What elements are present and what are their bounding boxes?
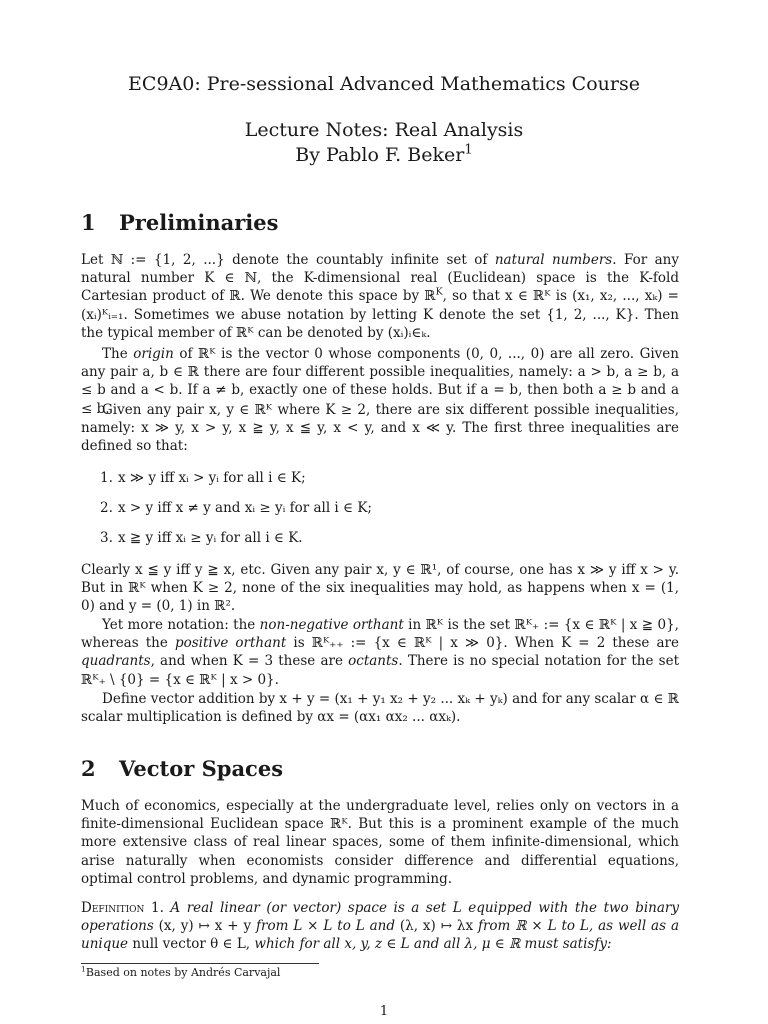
text-run: The: [102, 346, 134, 362]
text-run: null vector θ ∈ L,: [128, 936, 255, 953]
section-title: Vector Spaces: [119, 756, 284, 781]
section-title: Preliminaries: [119, 210, 279, 235]
footnote: [81, 966, 280, 979]
section-heading-preliminaries: [81, 210, 278, 235]
paragraph-economics: Much of economics, especially at the undergraduate level, relies only on vectors in a finite-dimensional Euclidean space ℝᴷ. But this is a prominent example of the much more extensive class of real linear spaces, some of them infinite-dimensional, which arise naturally when economists consider difference and differential equations, optimal control problems, and dynamic programming.: [81, 798, 679, 887]
emphasis-text: which for all x, y, z ∈ L and all λ, μ ∈ ℝ must satisfy:: [254, 936, 612, 953]
text-run: Let ℕ := {1, 2, ...} denote the countably infinite set of: [81, 252, 495, 268]
emphasis-text: natural numbers: [494, 252, 613, 268]
emphasis-text: non-negative orthant: [259, 617, 404, 633]
emphasis-text: is a set L equipped with the two binary operations: [81, 900, 680, 935]
footnote-text: Based on notes by Andrés Carvajal: [85, 966, 281, 979]
emphasis-text: origin: [133, 346, 174, 362]
definition-label: Definition 1.: [81, 900, 164, 916]
emphasis-text: from L × L to L and: [256, 918, 395, 935]
text-run: in ℝᴷ is the set ℝᴷ₊ := {x ∈ ℝᴷ | x ≧ 0}, whereas the: [81, 617, 679, 652]
text-run: A real linear (or vector) space: [163, 900, 394, 916]
paragraph-orthants: [81, 616, 679, 689]
definition-1: [81, 899, 679, 954]
list-item: [100, 469, 660, 487]
emphasis-text: octants: [348, 653, 399, 670]
lecture-title: Lecture Notes: Real Analysis: [244, 119, 524, 141]
list-number: 1.: [100, 470, 113, 486]
footnote-reference: 1: [464, 142, 473, 158]
page-number: 1: [379, 1004, 389, 1019]
text-run: of ℝᴷ is the vector 0 whose components (0, 0, ..., 0) are all zero. Given any pair a, b ∈ ℝ there are four different possible inequalities, namely: a > b, a ≥ b, a ≤ b and a < b. If a ≠ b, exactly one of these holds. But if a = b, then both a ≥ b and a ≤ b.: [81, 346, 679, 417]
list-item: [100, 499, 660, 517]
emphasis-text: from ℝ × L to L, as well as a unique: [81, 918, 679, 953]
section-heading-vector-spaces: [81, 756, 283, 781]
text-run: . There is no special notation for the set ℝᴷ₊ \ {0} = {x ∈ ℝᴷ | x > 0}.: [81, 653, 679, 688]
section-number: 1: [81, 210, 96, 235]
author-line: [0, 143, 768, 167]
text-run: is ℝᴷ₊₊ := {x ∈ ℝᴷ | x ≫ 0}. When K = 2 these are: [286, 635, 679, 652]
paragraph-vector-addition: Define vector addition by x + y = (x₁ + y₁ x₂ + y₂ ... xₖ + yₖ) and for any scalar α ∈ ℝ scalar multiplication is defined by αx = (αx₁ αx₂ ... αxₖ).: [81, 691, 679, 726]
course-title: EC9A0: Pre-sessional Advanced Mathematics Course: [128, 73, 640, 95]
text-run: . For any natural number K ∈ ℕ, the K-dimensional real (Euclidean) space is the K-fold Cartesian product of ℝ. We denote this space by ℝ: [81, 252, 679, 305]
text-run: (x, y) ↦ x + y: [153, 918, 257, 935]
list-number: 2.: [100, 500, 113, 516]
list-text: x ≫ y iff xᵢ > yᵢ for all i ∈ K;: [118, 470, 306, 486]
section-number: 2: [81, 756, 96, 781]
text-run: , so that x ∈ ℝᴷ is (x₁, x₂, ..., xₖ) = (xᵢ)ᴷᵢ₌₁. Sometimes we abuse notation by letting K denote the set {1, 2, ..., K}. Then the typical member of ℝᴷ can be denoted by (xᵢ)ᵢ∈ₖ.: [81, 288, 679, 341]
list-text: x > y iff x ≠ y and xᵢ ≥ yᵢ for all i ∈ K;: [118, 500, 372, 516]
emphasis-text: positive orthant: [174, 635, 287, 652]
emphasis-text: quadrants: [81, 653, 151, 670]
text-run: (λ, x) ↦ λx: [394, 918, 478, 935]
list-item: [100, 529, 660, 547]
footnote-divider: [81, 963, 319, 964]
list-text: x ≧ y iff xᵢ ≥ yᵢ for all i ∈ K.: [118, 530, 303, 546]
author-name: By Pablo F. Beker: [295, 144, 465, 166]
paragraph-inequalities: Given any pair x, y ∈ ℝᴷ where K ≥ 2, there are six different possible inequalities, namely: x ≫ y, x > y, x ≧ y, x ≦ y, x < y, and x ≪ y. The first three inequalities are defined so that:: [81, 402, 679, 455]
text-run: , and when K = 3 these are: [150, 653, 349, 670]
text-run: Yet more notation: the: [102, 617, 260, 633]
paragraph-clearly: Clearly x ≦ y iff y ≧ x, etc. Given any pair x, y ∈ ℝ¹, of course, one has x ≫ y iff x > y. But in ℝᴷ when K ≥ 2, none of the six inequalities may hold, as happens when x = (1, 0) and y = (0, 1) in ℝ².: [81, 562, 679, 615]
paragraph-natural-numbers: [81, 251, 679, 342]
superscript: K: [435, 286, 443, 298]
footnote-mark: 1: [81, 964, 86, 974]
list-number: 3.: [100, 530, 113, 546]
